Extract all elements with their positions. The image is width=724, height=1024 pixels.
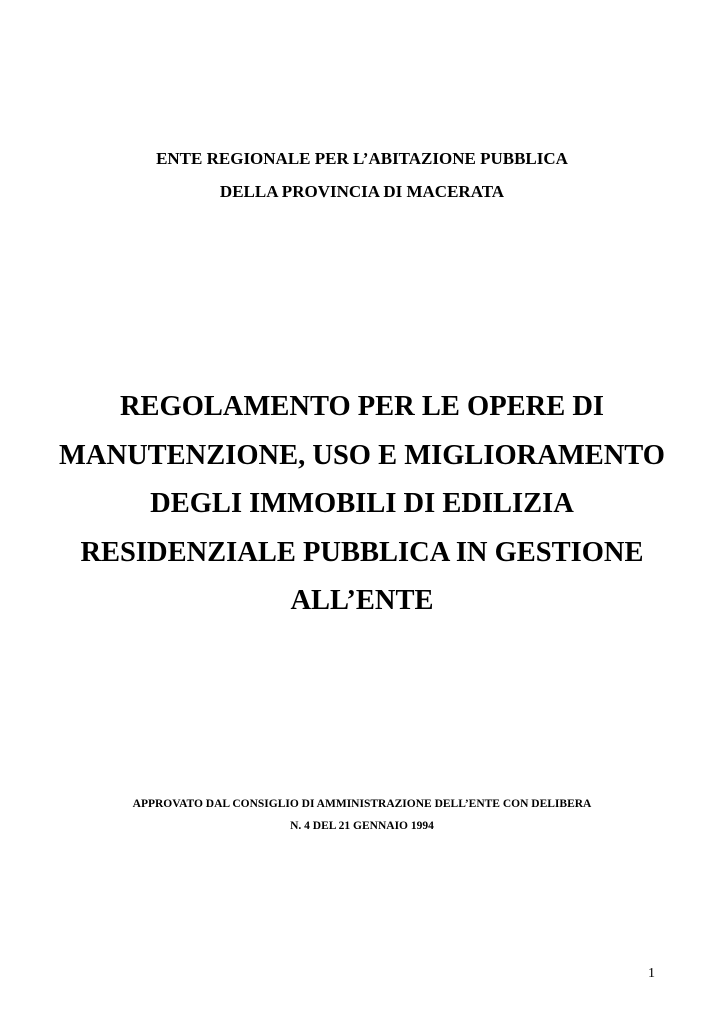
organization-name: ENTE REGIONALE PER L’ABITAZIONE PUBBLICA <box>156 149 568 168</box>
document-title <box>0 383 724 626</box>
title-line: MANUTENZIONE, USO E MIGLIORAMENTO <box>59 439 665 471</box>
title-line: DEGLI IMMOBILI DI EDILIZIA <box>150 488 574 519</box>
title-line: ALL’ENTE <box>290 585 434 616</box>
organization-province: DELLA PROVINCIA DI MACERATA <box>219 182 505 201</box>
approval-date: N. 4 DEL 21 GENNAIO 1994 <box>290 820 434 832</box>
page-number: 1 <box>648 966 655 981</box>
title-line: RESIDENZIALE PUBBLICA IN GESTIONE <box>80 536 644 568</box>
approval-note <box>0 793 724 837</box>
title-line: REGOLAMENTO PER LE OPERE DI <box>119 391 605 422</box>
organization-header <box>0 142 724 208</box>
approval-statement: APPROVATO DAL CONSIGLIO DI AMMINISTRAZIONE DELL’ENTE CON DELIBERA <box>132 798 592 810</box>
